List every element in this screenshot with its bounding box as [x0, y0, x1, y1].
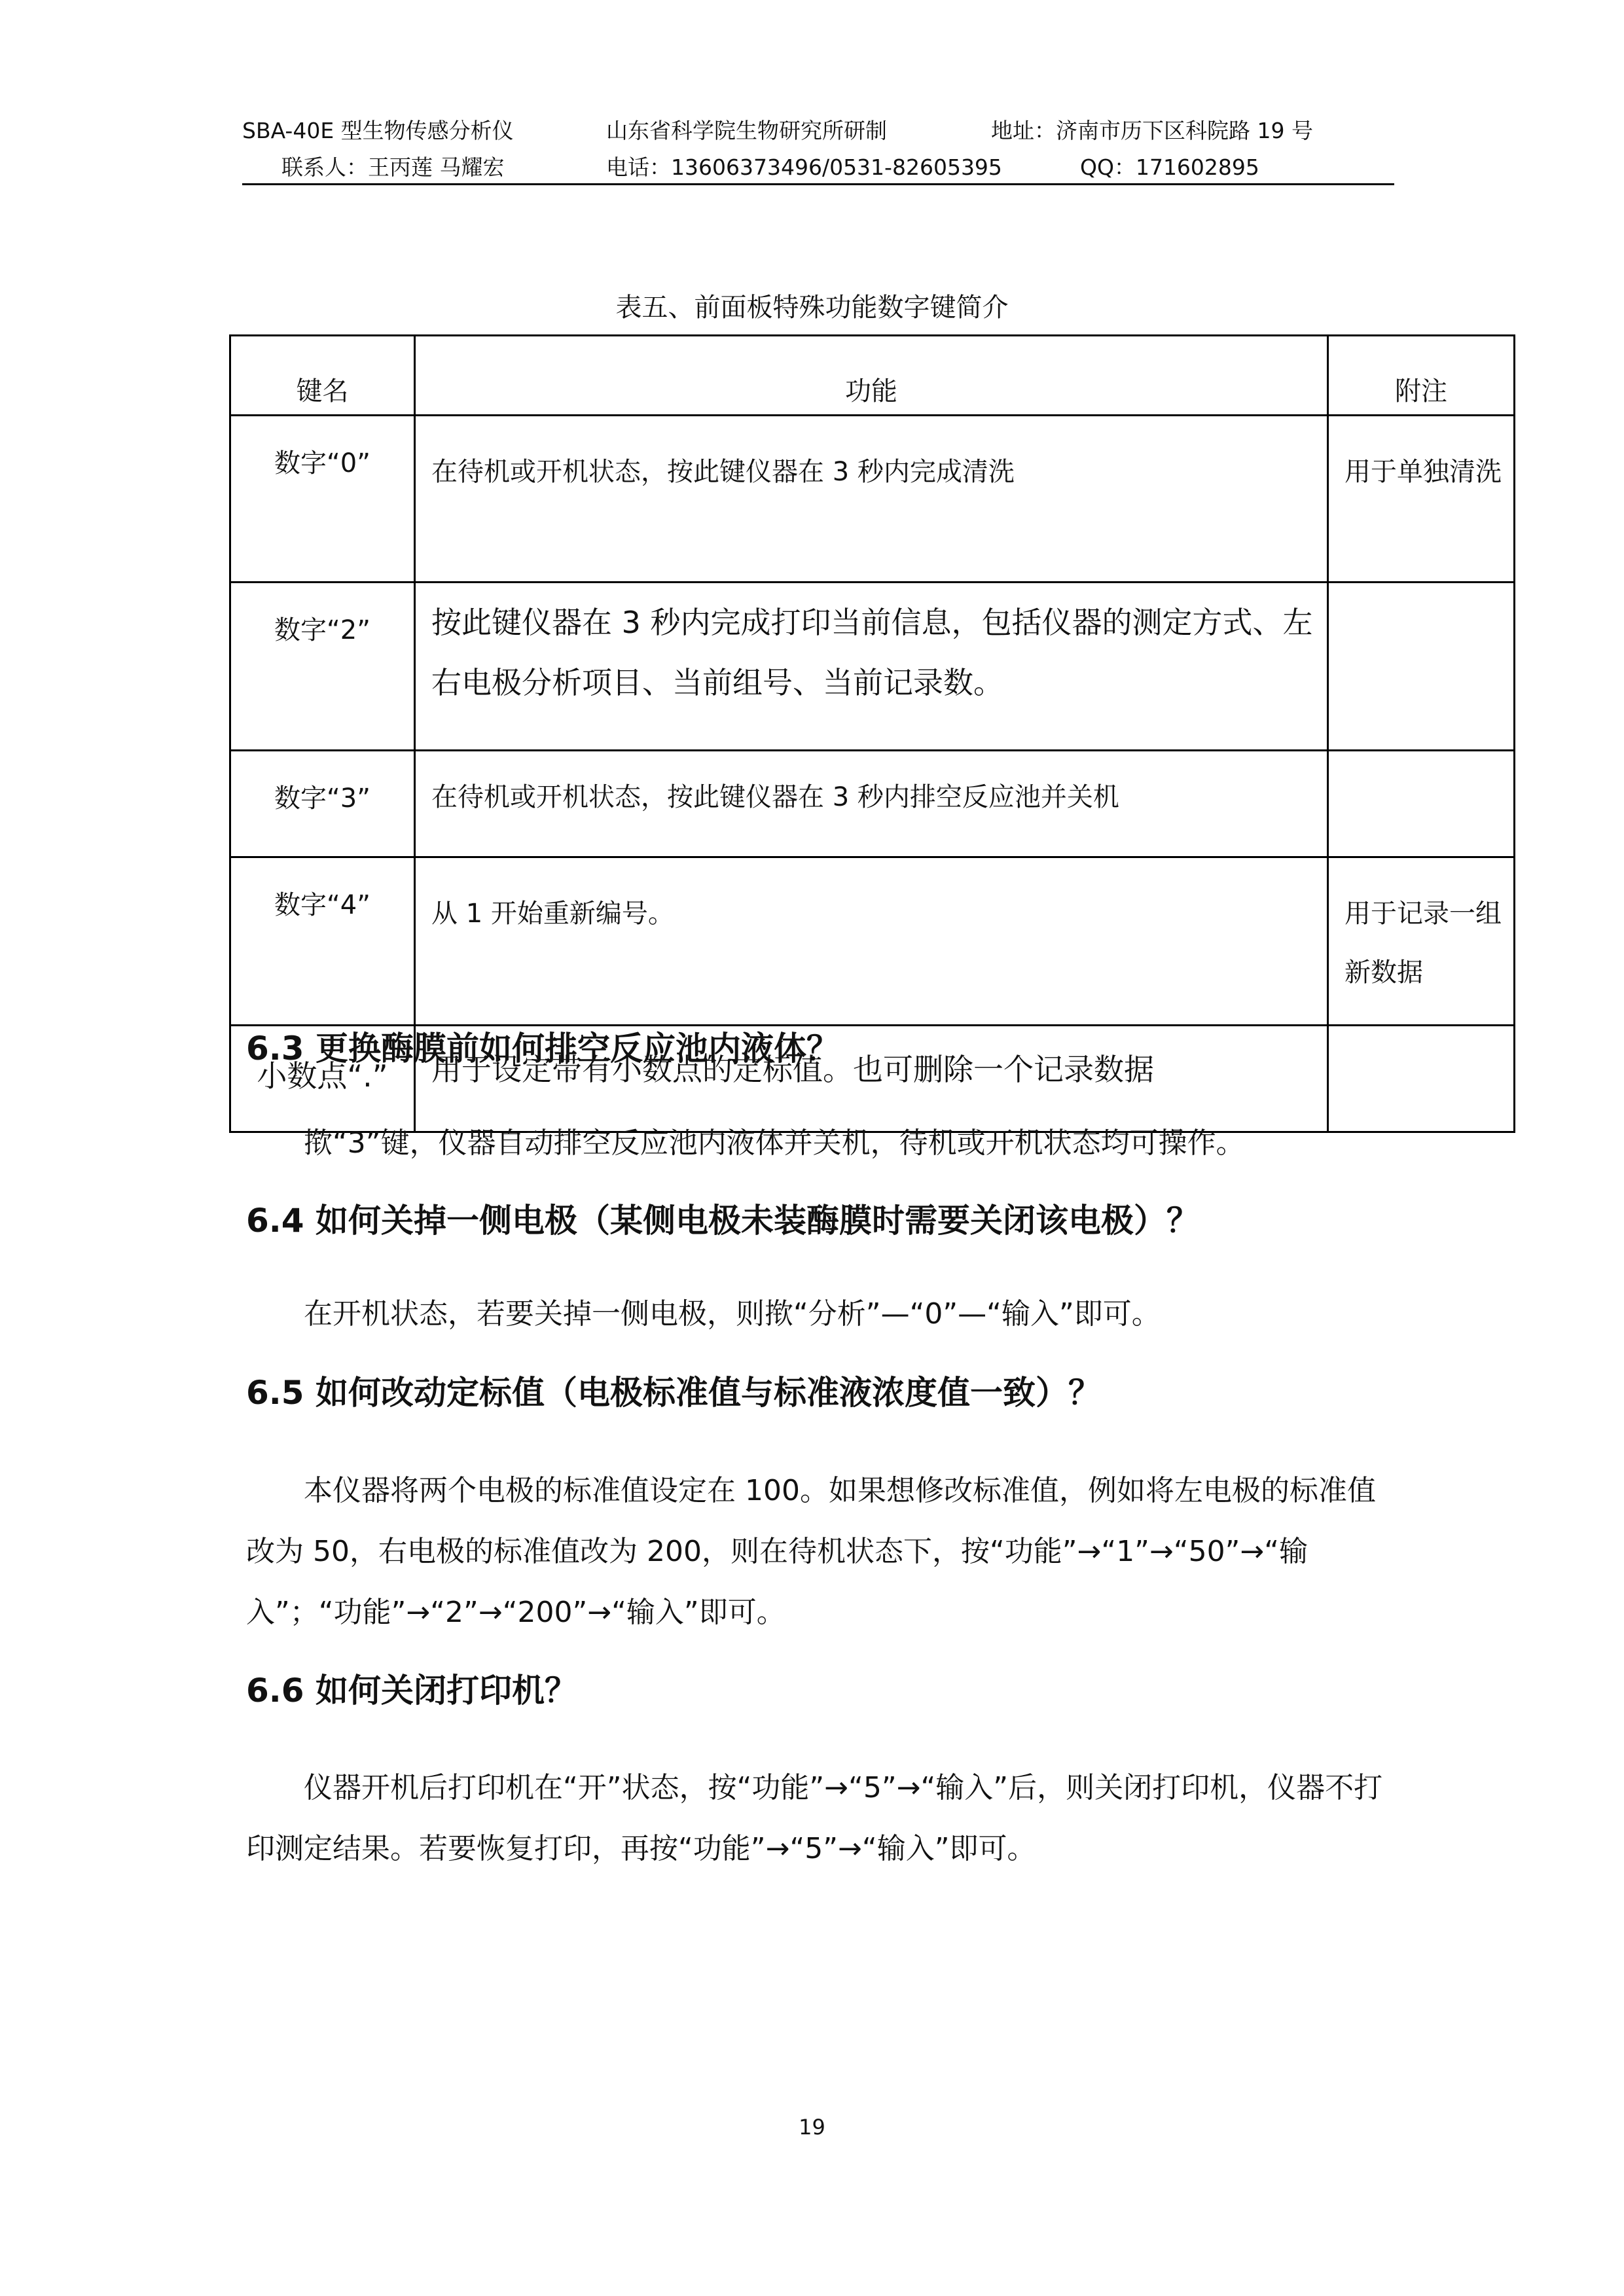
header-contact: 联系人：王丙莲 马耀宏 [281, 154, 505, 180]
function-cell: 在待机或开机状态，按此键仪器在 3 秒内完成清洗 [415, 416, 1328, 583]
header-product: SBA-40E 型生物传感分析仪 [242, 118, 514, 143]
function-key-table [229, 334, 1515, 1133]
note-cell: 用于记录一组新数据 [1328, 857, 1515, 1026]
function-cell: 从 1 开始重新编号。 [415, 857, 1328, 1026]
header-line-1 [242, 113, 1394, 149]
header-phone: 电话：13606373496/0531-82605395 [606, 154, 1002, 180]
table-header-row [230, 336, 1515, 416]
function-cell: 在待机或开机状态，按此键仪器在 3 秒内排空反应池并关机 [415, 751, 1328, 857]
table-row [230, 857, 1515, 1026]
section-body-6-3: 揿“3”键，仪器自动排空反应池内液体并关机，待机或开机状态均可操作。 [304, 1126, 1245, 1160]
header-address: 地址：济南市历下区科院路 19 号 [991, 118, 1313, 143]
header-key: 键名 [230, 336, 415, 416]
key-cell: 数字“2” [230, 583, 415, 751]
header-qq: QQ：171602895 [1080, 154, 1259, 180]
page-header [242, 113, 1394, 186]
section-body-6-6: 仪器开机后打印机在“开”状态，按“功能”→“5”→“输入”后，则关闭打印机，仪器不打印测定结果。若要恢复打印，再按“功能”→“5”→“输入”即可。 [246, 1771, 1383, 1865]
key-cell: 小数点“.” [230, 1026, 415, 1132]
key-cell: 数字“3” [230, 751, 415, 857]
function-cell: 按此键仪器在 3 秒内完成打印当前信息，包括仪器的测定方式、左右电极分析项目、当前组号、当前记录数。 [415, 583, 1328, 751]
function-cell: 用于设定带有小数点的定标值。也可删除一个记录数据 [415, 1026, 1328, 1132]
header-function: 功能 [415, 336, 1328, 416]
table-caption: 表五、前面板特殊功能数字键简介 [615, 293, 1009, 323]
section-heading-6-5: 6.5 如何改动定标值（电极标准值与标准液浓度值一致）？ [246, 1374, 1101, 1412]
section-body-6-4: 在开机状态，若要关掉一侧电极，则揿“分析”—“0”—“输入”即可。 [304, 1297, 1161, 1331]
note-cell [1328, 751, 1515, 857]
header-note: 附注 [1328, 336, 1515, 416]
header-line-2 [242, 149, 1394, 186]
table-row [230, 583, 1515, 751]
note-cell [1328, 583, 1515, 751]
header-divider [242, 183, 1394, 185]
section-body-6-5: 本仪器将两个电极的标准值设定在 100。如果想修改标准值，例如将左电极的标准值改为 50，右电极的标准值改为 200，则在待机状态下，按“功能”→“1”→“50”→“输入”；“功能”→“2”→“200”→“输入”即可。 [246, 1474, 1376, 1629]
note-cell: 用于单独清洗 [1328, 416, 1515, 583]
header-maker: 山东省科学院生物研究所研制 [606, 118, 887, 143]
table-row [230, 751, 1515, 857]
section-heading-6-6: 6.6 如何关闭打印机？ [246, 1672, 577, 1710]
table-row [230, 416, 1515, 583]
page-number: 19 [799, 2115, 825, 2140]
section-heading-6-3: 6.3 更换酶膜前如何排空反应池内液体？ [246, 1030, 839, 1067]
key-cell: 数字“0” [230, 416, 415, 583]
section-heading-6-4: 6.4 如何关掉一侧电极（某侧电极未装酶膜时需要关闭该电极）？ [246, 1202, 1199, 1240]
key-cell: 数字“4” [230, 857, 415, 1026]
